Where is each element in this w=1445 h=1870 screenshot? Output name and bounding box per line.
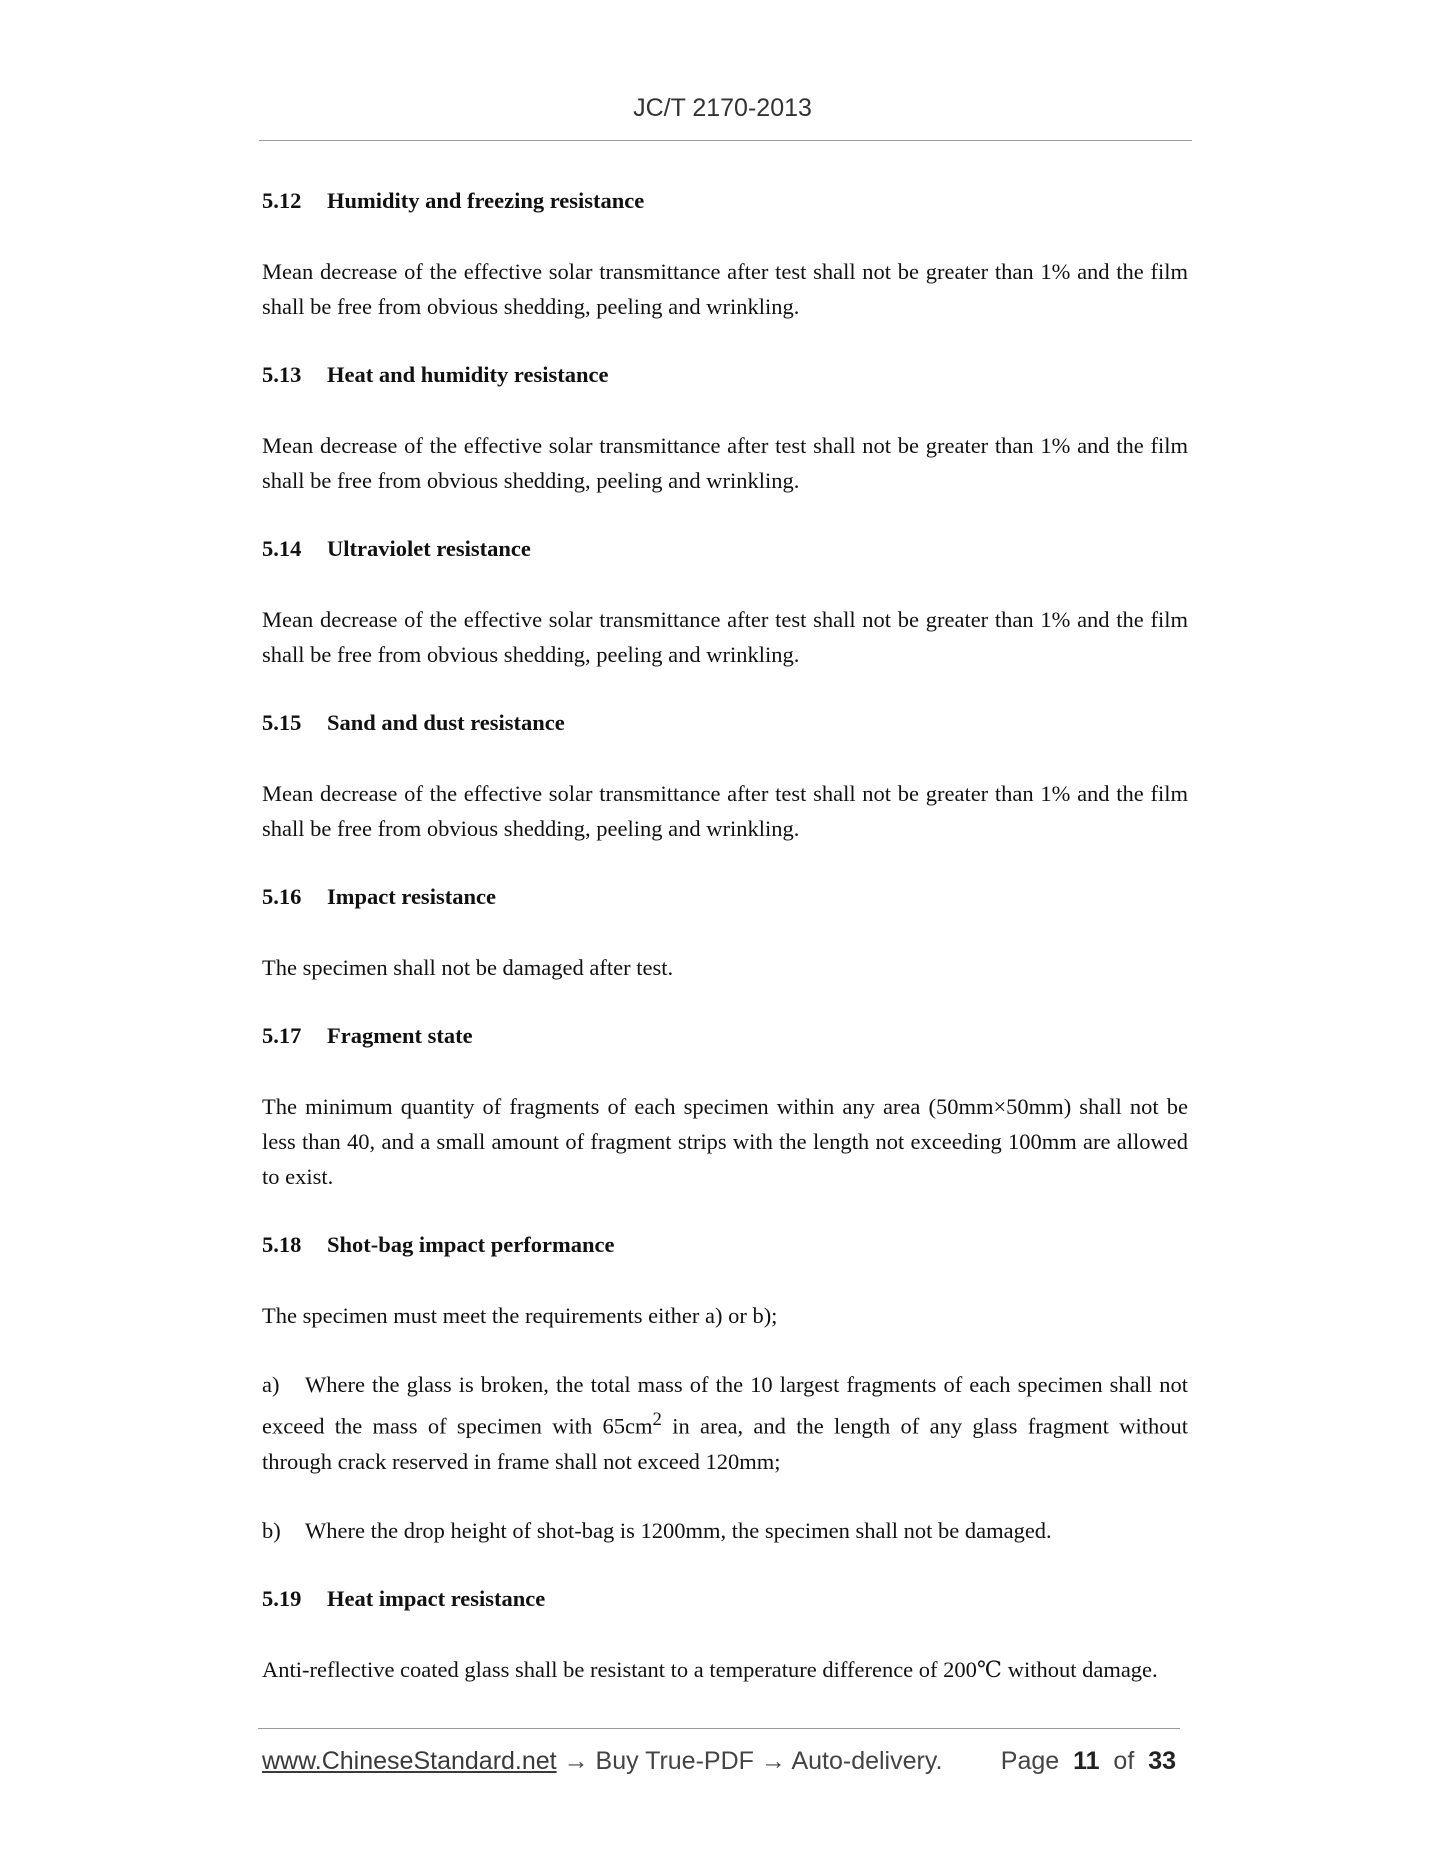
arrow-right-icon: →	[760, 1747, 786, 1775]
section-5-16	[262, 880, 1188, 985]
page-label: Page	[1000, 1747, 1060, 1775]
list-item-text-continued: in area, and the length of any glass fragment without through crack reserved in frame shall not exceed 120mm;	[262, 1413, 1188, 1474]
page-header-title: JC/T 2170-2013	[633, 94, 812, 122]
section-paragraph: Mean decrease of the effective solar transmittance after test shall not be greater than 1% and the film shall be free from obvious shedding, peeling and wrinkling.	[262, 607, 1188, 667]
section-heading	[262, 532, 1188, 566]
section-title: Fragment state	[327, 1023, 473, 1048]
section-number: 5.15	[262, 710, 302, 735]
section-heading	[262, 880, 1188, 914]
of-label: of	[1113, 1747, 1135, 1775]
section-5-14	[262, 532, 1188, 672]
website-link[interactable]: www.ChineseStandard.net	[262, 1747, 557, 1775]
footer-divider	[258, 1728, 1180, 1729]
section-heading	[262, 184, 1188, 218]
section-heading	[262, 706, 1188, 740]
section-5-13	[262, 358, 1188, 498]
section-5-15	[262, 706, 1188, 846]
header-divider	[259, 140, 1192, 141]
section-title: Shot-bag impact performance	[327, 1232, 615, 1257]
section-number: 5.13	[262, 362, 302, 387]
list-item-text: Where the drop height of shot-bag is 1200mm, the specimen shall not be damaged.	[305, 1517, 1052, 1543]
section-heading	[262, 1228, 1188, 1262]
section-5-17	[262, 1019, 1188, 1194]
list-item-text: Where the glass is broken, the total mass of the 10 largest fragments of each specimen shall not exceed the mass of specimen with 65cm	[262, 1372, 1188, 1439]
list-item-a	[262, 1367, 1188, 1479]
page-footer	[262, 1744, 1182, 1778]
section-heading	[262, 358, 1188, 392]
buy-text: Buy True-PDF	[595, 1747, 754, 1775]
section-number: 5.14	[262, 536, 302, 561]
section-title: Impact resistance	[327, 884, 496, 909]
page-indicator	[1001, 1744, 1176, 1778]
section-title: Humidity and freezing resistance	[327, 188, 645, 213]
page-number: 11	[1073, 1747, 1100, 1775]
section-number: 5.17	[262, 1023, 302, 1048]
document-body	[262, 184, 1188, 1721]
section-title: Heat impact resistance	[327, 1585, 546, 1611]
arrow-right-icon: →	[563, 1747, 589, 1775]
list-item-label: b)	[262, 1517, 281, 1543]
section-title: Sand and dust resistance	[327, 710, 565, 735]
section-title: Heat and humidity resistance	[327, 362, 609, 387]
section-heading	[262, 1582, 1188, 1616]
section-paragraph: The specimen must meet the requirements either a) or b);	[262, 1303, 778, 1328]
section-5-18	[262, 1228, 1188, 1548]
section-paragraph: Mean decrease of the effective solar transmittance after test shall not be greater than 1% and the film shall be free from obvious shedding, peeling and wrinkling.	[262, 433, 1188, 493]
section-5-19	[262, 1582, 1188, 1687]
page-total: 33	[1148, 1747, 1176, 1775]
list-item-label: a)	[262, 1372, 280, 1397]
section-paragraph: The minimum quantity of fragments of each specimen within any area (50mm×50mm) shall not be less than 40, and a small amount of fragment strips with the length not exceeding 100mm are allowed to exist.	[262, 1094, 1188, 1189]
section-number: 5.16	[262, 884, 302, 909]
section-number: 5.18	[262, 1232, 302, 1257]
section-paragraph: The specimen shall not be damaged after test.	[262, 955, 674, 980]
superscript: 2	[652, 1409, 662, 1430]
section-number: 5.19	[262, 1585, 302, 1611]
section-heading	[262, 1019, 1188, 1053]
section-5-12	[262, 184, 1188, 324]
section-paragraph: Anti-reflective coated glass shall be resistant to a temperature difference of 200℃ without damage.	[262, 1656, 1158, 1682]
section-paragraph: Mean decrease of the effective solar transmittance after test shall not be greater than 1% and the film shall be free from obvious shedding, peeling and wrinkling.	[262, 781, 1188, 841]
delivery-text: Auto-delivery.	[791, 1747, 943, 1775]
list-item-b	[262, 1513, 1188, 1548]
section-title: Ultraviolet resistance	[327, 536, 531, 561]
section-number: 5.12	[262, 188, 302, 213]
section-paragraph: Mean decrease of the effective solar transmittance after test shall not be greater than 1% and the film shall be free from obvious shedding, peeling and wrinkling.	[262, 259, 1188, 319]
